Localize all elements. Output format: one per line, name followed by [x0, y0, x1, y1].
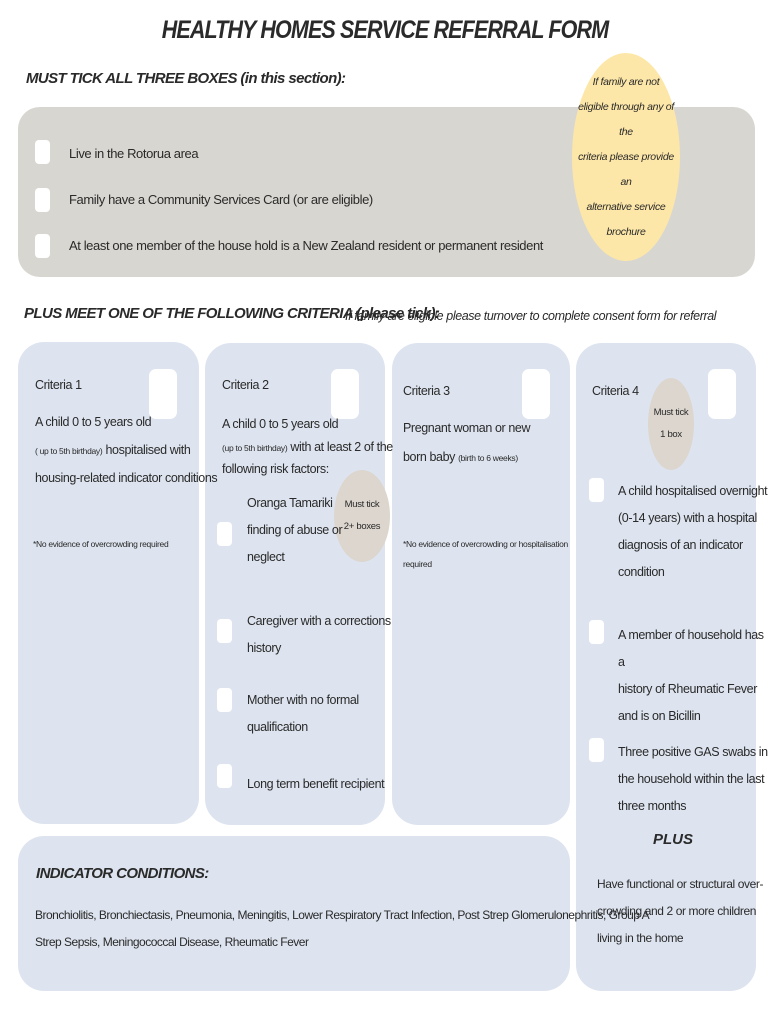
option-line: qualification	[247, 720, 308, 734]
option-oranga-tamariki	[247, 490, 342, 571]
checkbox-child-hospitalised[interactable]	[589, 478, 604, 502]
plus-line: crowding and 2 or more children	[597, 904, 757, 918]
option-line: Three positive GAS swabs in	[618, 745, 768, 759]
note-line: If family are not	[592, 75, 660, 88]
badge-line: 1 box	[660, 429, 682, 440]
checkbox-oranga-tamariki[interactable]	[217, 522, 232, 546]
criteria3-age-note: (birth to 6 weeks)	[458, 453, 518, 463]
badge-line: Must tick	[653, 407, 689, 418]
option-line: Long term benefit recipient	[247, 777, 385, 791]
criteria1-line3: housing-related indicator conditions	[35, 471, 218, 485]
criteria1-note: *No evidence of overcrowding required	[33, 539, 169, 549]
criteria2-age-note: (up to 5th birthday)	[222, 443, 288, 453]
option-line: history	[247, 641, 282, 655]
checkbox-corrections[interactable]	[217, 619, 232, 643]
option-line: Mother with no formal	[247, 693, 359, 707]
note-line: eligible through any of the	[578, 100, 674, 138]
criteria1-line1: A child 0 to 5 years old	[35, 415, 152, 429]
option-corrections	[247, 608, 391, 662]
criteria3-checkbox[interactable]	[522, 369, 550, 419]
criteria2-line2	[222, 440, 393, 454]
checkbox-community-card[interactable]	[35, 188, 50, 212]
criteria4-title: Criteria 4	[592, 384, 639, 398]
section2-heading: PLUS MEET ONE OF THE FOLLOWING CRITERIA (please tick):	[24, 305, 440, 322]
criteria1-line2-text: hospitalised with	[102, 443, 191, 457]
criteria2-line1: A child 0 to 5 years old	[222, 417, 339, 431]
note-line: brochure	[606, 225, 646, 238]
criteria4-plus: PLUS	[653, 831, 694, 848]
checkbox-benefit[interactable]	[217, 764, 232, 788]
eligibility-item-community-card: Family have a Community Services Card (or are eligible)	[69, 192, 373, 207]
criteria3-note-line2: required	[403, 559, 432, 569]
criteria1-checkbox[interactable]	[149, 369, 177, 419]
option-gas-swabs	[618, 739, 768, 820]
note-line: alternative service	[586, 200, 666, 213]
option-qualification	[247, 687, 359, 741]
checkbox-gas-swabs[interactable]	[589, 738, 604, 762]
option-line: A child hospitalised overnight	[618, 484, 768, 498]
checkbox-qualification[interactable]	[217, 688, 232, 712]
plus-line: living in the home	[597, 931, 684, 945]
eligibility-item-resident: At least one member of the house hold is a New Zealand resident or permanent resident	[69, 238, 544, 253]
criteria1-age-note: ( up to 5th birthday)	[35, 446, 103, 456]
criteria1-line2	[35, 443, 190, 457]
indicator-list-line2: Strep Sepsis, Meningococcal Disease, Rheumatic Fever	[35, 935, 309, 949]
option-line: Oranga Tamariki	[247, 496, 333, 510]
option-line: three months	[618, 799, 687, 813]
option-rheumatic-fever	[618, 622, 770, 730]
section1-heading: MUST TICK ALL THREE BOXES (in this section):	[26, 70, 346, 87]
option-line: history of Rheumatic Fever	[618, 682, 757, 696]
eligibility-item-rotorua: Live in the Rotorua area	[69, 146, 199, 161]
criteria2-title: Criteria 2	[222, 378, 269, 392]
checkbox-rheumatic-fever[interactable]	[589, 620, 604, 644]
option-line: the household within the last	[618, 772, 765, 786]
criteria3-title: Criteria 3	[403, 384, 450, 398]
criteria2-must-tick-badge	[334, 470, 390, 562]
option-line: (0-14 years) with a hospital	[618, 511, 757, 525]
section2-subheading: If family are eligible please turnover to complete consent form for referral	[345, 309, 717, 323]
criteria2-line2-text: with at least 2 of the	[287, 440, 393, 454]
option-line: neglect	[247, 550, 285, 564]
badge-line: 2+ boxes	[343, 521, 381, 532]
criteria2-checkbox[interactable]	[331, 369, 359, 419]
option-benefit	[247, 771, 384, 798]
criteria4-must-tick-badge	[648, 378, 694, 470]
indicator-list-line1: Bronchiolitis, Bronchiectasis, Pneumonia, Meningitis, Lower Respiratory Tract Infection, Post Strep Glomerulonephritis, Group A	[35, 908, 650, 922]
option-line: A member of household has a	[618, 628, 764, 669]
option-line: condition	[618, 565, 665, 579]
option-line: diagnosis of an indicator	[618, 538, 743, 552]
checkbox-resident[interactable]	[35, 234, 50, 258]
criteria3-line2	[403, 450, 518, 464]
form-title: HEALTHY HOMES SERVICE REFERRAL FORM	[161, 16, 609, 44]
option-child-hospitalised	[618, 478, 767, 586]
checkbox-rotorua[interactable]	[35, 140, 50, 164]
criteria3-note-line1: *No evidence of overcrowding or hospitalisation	[403, 539, 568, 549]
option-line: and is on Bicillin	[618, 709, 701, 723]
ineligible-note	[572, 53, 680, 261]
option-line: finding of abuse or	[247, 523, 343, 537]
indicator-heading: INDICATOR CONDITIONS:	[36, 865, 209, 882]
criteria3-line2-text: born baby	[403, 450, 459, 464]
criteria2-line3: following risk factors:	[222, 462, 329, 476]
badge-line: Must tick	[344, 499, 380, 510]
criteria3-line1: Pregnant woman or new	[403, 421, 531, 435]
plus-line: Have functional or structural over-	[597, 877, 764, 891]
option-line: Caregiver with a corrections	[247, 614, 391, 628]
criteria1-title: Criteria 1	[35, 378, 82, 392]
criteria4-checkbox[interactable]	[708, 369, 736, 419]
note-line: criteria please provide an	[578, 150, 674, 188]
